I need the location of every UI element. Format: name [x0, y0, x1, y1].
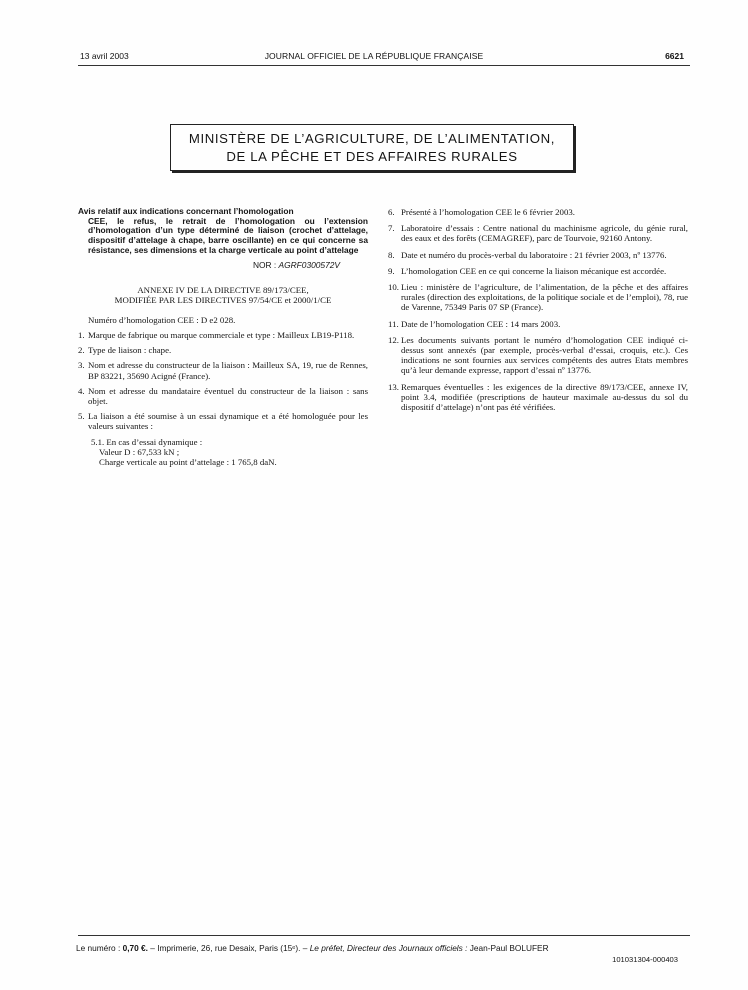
list-item	[388, 335, 688, 376]
annexe-heading	[78, 285, 368, 305]
item-text: Lieu : ministère de l’agriculture, de l’alimentation, de la pêche et des affaires rurales (direction des exploitations, de la politique sociale et de l’emploi), 78, rue de Varenne, 75349 Paris 07 SP (France).	[401, 282, 688, 313]
prefet-label: Le préfet, Directeur des Journaux officiels :	[309, 943, 468, 953]
nor-label: NOR :	[252, 259, 277, 270]
left-column	[78, 207, 368, 467]
journal-title: JOURNAL OFFICIEL DE LA RÉPUBLIQUE FRANÇAISE	[264, 51, 484, 61]
ministry-line-2: DE LA PÊCHE ET DES AFFAIRES RURALES	[226, 149, 518, 164]
header-date: 13 avril 2003	[80, 51, 129, 61]
list-item	[78, 360, 368, 380]
list-item	[78, 330, 368, 340]
list-item	[388, 223, 688, 243]
footer-rule	[78, 935, 690, 936]
item-text: La liaison a été soumise à un essai dynamique et a été homologuée pour les valeurs suivantes :	[88, 411, 368, 432]
list-item	[388, 250, 688, 260]
annexe-line-2: MODIFIÉE PAR LES DIRECTIVES 97/54/CE et 2000/1/CE	[114, 294, 332, 305]
item-text: Les documents suivants portant le numéro d’homologation CEE indiqué ci-dessus sont annexés (par exemple, procès-verbal d’essai, croquis, etc.). Ces indications ne sont fournies aux services compétents des autres Etats membres qu’à leur demande expresse, rapport d’essai nº 13776.	[401, 334, 688, 376]
item-number: 13.	[388, 381, 399, 392]
nor-code: AGRF0300572V	[278, 259, 340, 270]
director-name: Jean-Paul BOLUFER	[469, 943, 549, 953]
item-text: Présenté à l’homologation CEE le 6 février 2003.	[401, 207, 575, 217]
item-number: 8.	[388, 249, 395, 260]
item-text: Marque de fabrique ou marque commerciale et type : Mailleux LB19-P118.	[88, 329, 355, 340]
item-number: 1.	[78, 329, 85, 340]
item-number: 7.	[388, 223, 395, 234]
item-number: 11.	[388, 318, 399, 329]
item-text: Nom et adresse du mandataire éventuel du constructeur de la liaison : sans objet.	[88, 385, 368, 406]
item-text: Date et numéro du procès-verbal du laboratoire : 21 février 2003, nº 13776.	[401, 249, 667, 260]
avis-heading-line-1: Avis relatif aux indications concernant l’homologation	[78, 206, 294, 216]
list-item	[388, 319, 688, 329]
list-item	[388, 282, 688, 313]
document-code: 101031304-000403	[612, 955, 678, 964]
item-number: 5.	[78, 411, 85, 422]
item-text: Remarques éventuelles : les exigences de la directive 89/173/CEE, annexe IV, point 3.4, modifiée (prescriptions de hauteur maximale au-dessus du sol du dispositif d’attelage) n’ont pas été vérifiées.	[401, 381, 688, 413]
annexe-line-1: ANNEXE IV DE LA DIRECTIVE 89/173/CEE,	[137, 284, 309, 295]
nor-reference	[78, 260, 368, 270]
item-number: 2.	[78, 345, 85, 356]
list-item	[78, 345, 368, 355]
list-item	[78, 386, 368, 406]
footer-line	[76, 943, 676, 953]
item-text: Nom et adresse du constructeur de la liaison : Mailleux SA, 19, rue de Rennes, BP 83221, 35690 Acigné (France).	[88, 360, 368, 381]
homologation-number: Numéro d’homologation CEE : D e2 028.	[88, 314, 236, 325]
item-text: Type de liaison : chape.	[88, 345, 172, 356]
valeur-d: Valeur D : 67,533 kN ;	[99, 446, 180, 457]
list-item	[388, 266, 688, 276]
right-column	[388, 207, 688, 412]
item-number: 4.	[78, 385, 85, 396]
item-text: L’homologation CEE en ce qui concerne la liaison mécanique est accordée.	[401, 265, 667, 276]
price-label: Le numéro :	[76, 943, 121, 953]
item-number: 6.	[388, 207, 395, 217]
list-item	[78, 411, 368, 431]
item-text: Date de l’homologation CEE : 14 mars 2003.	[401, 318, 561, 329]
header-rule	[78, 65, 690, 66]
list-item	[388, 207, 688, 217]
item-number: 3.	[78, 360, 85, 371]
ministry-line-1: MINISTÈRE DE L’AGRICULTURE, DE L’ALIMENTATION,	[188, 131, 556, 146]
printer-info: – Imprimerie, 26, rue Desaix, Paris (15ᵉ). –	[150, 943, 308, 953]
page-number: 6621	[665, 51, 684, 61]
avis-heading	[78, 207, 368, 256]
item-number: 12.	[388, 334, 399, 345]
avis-heading-rest: CEE, le refus, le retrait de l’homologation ou l’extension d’homologation d’un type déterminé de liaison (crochet d’attelage, dispositif d’attelage à chape, barre oscillante) en ce qui concerne sa résistance, ses dimensions et la charge verticale au point d’attelage	[88, 215, 368, 255]
sub-item-5-1	[78, 437, 368, 468]
item-number: 10.	[388, 282, 399, 293]
sub-item-title: 5.1. En cas d’essai dynamique :	[91, 436, 203, 447]
list-item	[388, 382, 688, 413]
price-value: 0,70 €.	[122, 943, 148, 953]
ministry-box	[170, 124, 574, 171]
charge-verticale: Charge verticale au point d’attelage : 1 765,8 daN.	[99, 456, 277, 467]
item-text: Laboratoire d’essais : Centre national du machinisme agricole, du génie rural, des eaux et des forêts (CEMAGREF), parc de Tourvoie, 92160 Antony.	[401, 223, 688, 244]
item-number: 9.	[388, 265, 395, 276]
